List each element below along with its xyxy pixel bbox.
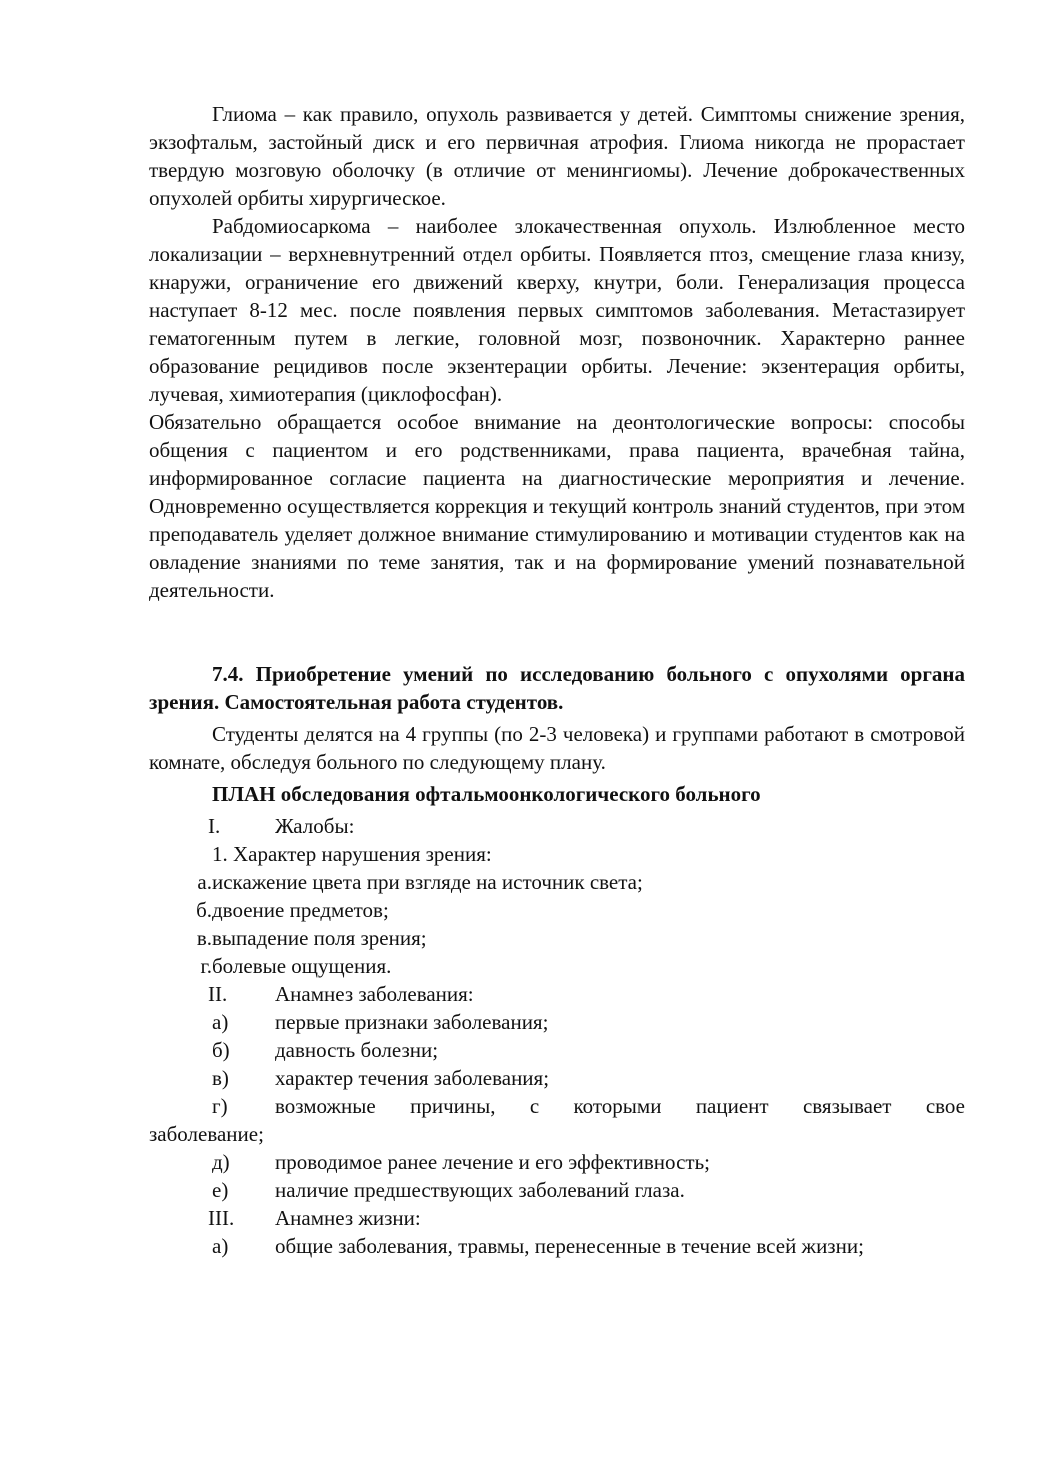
list-item xyxy=(149,1064,965,1092)
list-item-text: проводимое ранее лечение и его эффективность; xyxy=(275,1150,710,1174)
plan-section-number: II. xyxy=(208,982,228,1006)
list-item-label: б. xyxy=(196,898,212,922)
list-item xyxy=(149,1176,965,1204)
list-item-label: а. xyxy=(197,870,212,894)
plan-section-anamnesis xyxy=(149,980,965,1008)
plan-section-label: Анамнез заболевания: xyxy=(275,982,474,1006)
list-item xyxy=(149,924,965,952)
list-item-label: г. xyxy=(200,954,212,978)
list-item-text: выпадение поля зрения; xyxy=(212,926,427,950)
list-item-label: в. xyxy=(196,926,212,950)
list-item-text: возможные причины, с которыми пациент связывает свое xyxy=(275,1094,965,1118)
list-item-label: е) xyxy=(212,1178,229,1202)
plan-section-complaints xyxy=(149,812,965,840)
list-item xyxy=(149,1008,965,1036)
list-item-text: давность болезни; xyxy=(275,1038,439,1062)
paragraph-glioma: Глиома – как правило, опухоль развивается у детей. Симптомы снижение зрения, экзофтальм, застойный диск и его первичная атрофия. Глиома никогда не прорастает твердую мозговую оболочку (в отличие от менингиомы). Лечение доброкачественных опухолей орбиты хирургическое. xyxy=(149,102,965,210)
list-item-label: в) xyxy=(212,1066,229,1090)
list-item-text-continued: заболевание; xyxy=(149,1122,264,1146)
list-item-text: наличие предшествующих заболеваний глаза. xyxy=(275,1178,685,1202)
list-item xyxy=(149,1232,965,1260)
section-spacer xyxy=(149,604,965,660)
plan-section-number: III. xyxy=(208,1206,235,1230)
list-item-text: болевые ощущения. xyxy=(212,954,392,978)
list-item-text: двоение предметов; xyxy=(212,898,389,922)
section-intro: Студенты делятся на 4 группы (по 2-3 человека) и группами работают в смотровой комнате, обследуя больного по следующему плану. xyxy=(149,722,965,774)
list-item-text: общие заболевания, травмы, перенесенные в течение всей жизни; xyxy=(275,1234,864,1258)
plan-section-life xyxy=(149,1204,965,1232)
plan-section-number: I. xyxy=(208,814,221,838)
list-item-text: искажение цвета при взгляде на источник света; xyxy=(212,870,643,894)
list-item-label: д) xyxy=(212,1150,230,1174)
list-item-label: б) xyxy=(212,1038,230,1062)
paragraph-rhabdomyosarcoma: Рабдомиосаркома – наиболее злокачественная опухоль. Излюбленное место локализации – верхневнутренний отдел орбиты. Появляется птоз, смещение глаза книзу, кнаружи, ограничение его движений кверху, кнутри, боли. Генерализация процесса наступает 8-12 мес. после появления первых симптомов заболевания. Метастазирует гематогенным путем в легкие, головной мозг, позвоночник. Характерно раннее образование рецидивов после экзентерации орбиты. Лечение: экзентерация орбиты, лучевая, химиотерапия (циклофосфан). xyxy=(149,214,965,406)
plan-subheading: 1. Характер нарушения зрения: xyxy=(212,842,492,866)
list-item-label: а) xyxy=(212,1010,229,1034)
list-item-label: а) xyxy=(212,1234,229,1258)
list-item-text: первые признаки заболевания; xyxy=(275,1010,549,1034)
plan-section-label: Анамнез жизни: xyxy=(275,1206,421,1230)
list-item xyxy=(149,1092,965,1120)
list-item xyxy=(149,896,965,924)
list-item xyxy=(149,868,965,896)
anamnesis-list-continued xyxy=(149,1148,965,1204)
life-list xyxy=(149,1232,965,1260)
list-item xyxy=(149,1036,965,1064)
plan-section-label: Жалобы: xyxy=(275,814,355,838)
plan-title: ПЛАН обследования офтальмоонкологического больного xyxy=(212,782,761,806)
list-item xyxy=(149,952,965,980)
section-heading: 7.4. Приобретение умений по исследованию больного с опухолями органа зрения. Самостоятельная работа студентов. xyxy=(149,662,965,714)
list-item-text: характер течения заболевания; xyxy=(275,1066,550,1090)
anamnesis-list xyxy=(149,1008,965,1092)
list-item-label: г) xyxy=(212,1094,228,1118)
vision-list xyxy=(149,868,965,980)
plan-vision-heading xyxy=(149,840,965,868)
list-item xyxy=(149,1148,965,1176)
paragraph-deontology: Обязательно обращается особое внимание на деонтологические вопросы: способы общения с пациентом и его родственниками, права пациента, врачебная тайна, информированное согласие пациента на диагностические мероприятия и лечение. Одновременно осуществляется коррекция и текущий контроль знаний студентов, при этом преподаватель уделяет должное внимание стимулированию и мотивации студентов как на овладение знаниями по теме занятия, так и на формирование умений познавательной деятельности. xyxy=(149,410,965,602)
